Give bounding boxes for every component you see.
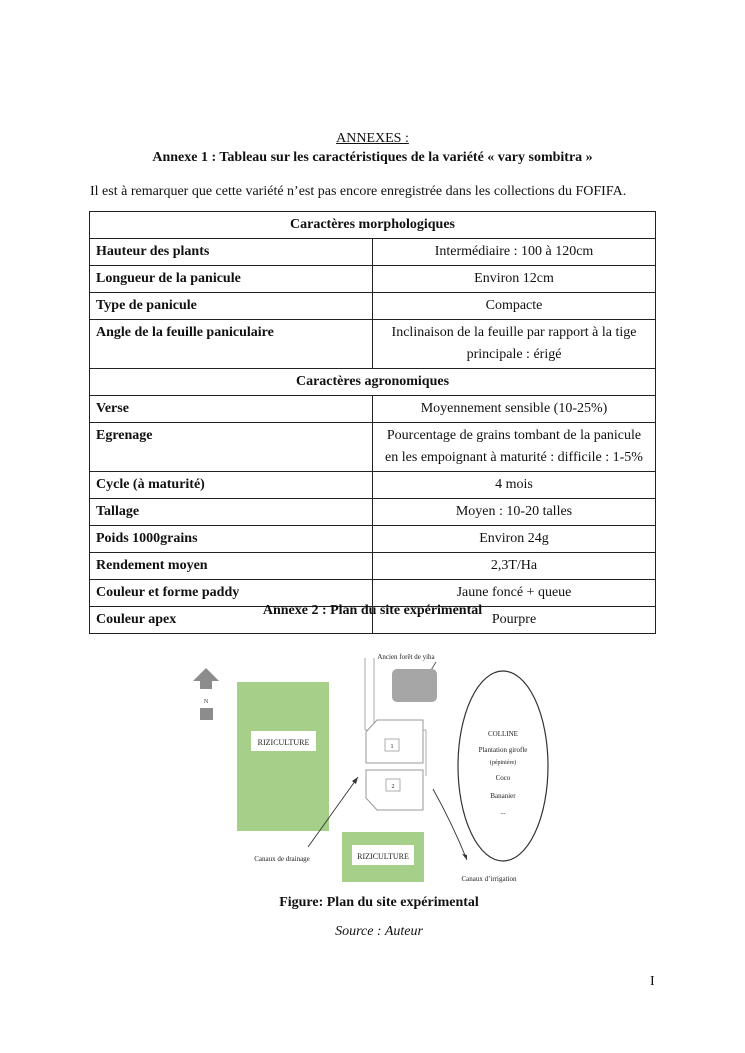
row-label: Poids 1000grains (90, 526, 373, 553)
table-section-row (90, 369, 656, 396)
drainage-label: Canaux de drainage (254, 855, 310, 863)
north-marker-icon (200, 708, 213, 720)
table-row (90, 266, 656, 293)
row-value: 4 mois (373, 472, 656, 499)
row-label: Type de panicule (90, 293, 373, 320)
row-label: Angle de la feuille paniculaire (90, 320, 373, 369)
table-row (90, 320, 656, 369)
hill-crop-3: Coco (495, 774, 511, 782)
irrigation-arrow-icon (462, 854, 467, 860)
drainage-arrow-icon (352, 777, 358, 784)
table-row (90, 423, 656, 472)
annex1-title: Annexe 1 : Tableau sur les caractéristiques de la variété « vary sombitra » (152, 150, 593, 165)
hill-crop-4: Bananier (490, 792, 516, 800)
row-label: Longueur de la panicule (90, 266, 373, 293)
row-value: Moyen : 10-20 talles (373, 499, 656, 526)
row-label: Couleur et forme paddy (90, 580, 373, 607)
row-label: Verse (90, 396, 373, 423)
rice-label-large: RIZICULTURE (257, 738, 310, 747)
figure-caption: Figure: Plan du site expérimental (279, 895, 479, 910)
irrigation-label: Canaux d’irrigation (461, 875, 517, 883)
hill-crop-5: ... (500, 808, 506, 816)
old-forest-area (392, 669, 437, 702)
row-label: Cycle (à maturité) (90, 472, 373, 499)
table-row (90, 396, 656, 423)
hill-crop-2: (pépinière) (489, 760, 517, 766)
table-row (90, 526, 656, 553)
rice-label-small: RIZICULTURE (357, 852, 409, 861)
site-plan-map (180, 638, 560, 890)
row-value: 2,3T/Ha (373, 553, 656, 580)
plot-1-label: 1 (390, 744, 394, 750)
row-value: Compacte (373, 293, 656, 320)
table-row (90, 239, 656, 266)
hill-crop-1: Plantation girofle (478, 746, 528, 754)
hill-title: COLLINE (488, 730, 518, 738)
row-label: Egrenage (90, 423, 373, 472)
north-arrow-icon (193, 668, 219, 689)
row-value: Environ 12cm (373, 266, 656, 293)
table-row (90, 293, 656, 320)
row-value: Environ 24g (373, 526, 656, 553)
row-value: Pourcentage de grains tombant de la panicule en les empoignant à maturité : difficile : 1-5% (373, 423, 656, 472)
forest-label: Ancien forêt de yiha (377, 653, 435, 661)
intro-paragraph: Il est à remarquer que cette variété n’est pas encore enregistrée dans les collections du FOFIFA. (90, 184, 627, 199)
row-value: Inclinaison de la feuille par rapport à la tige principale : érigé (373, 320, 656, 369)
row-label: Tallage (90, 499, 373, 526)
annex2-title: Annexe 2 : Plan du site expérimental (262, 603, 483, 618)
row-value: Intermédiaire : 100 à 120cm (373, 239, 656, 266)
row-label: Hauteur des plants (90, 239, 373, 266)
row-value: Moyennement sensible (10-25%) (373, 396, 656, 423)
hill-area (458, 671, 548, 861)
page-number: I (650, 974, 655, 989)
table-row (90, 553, 656, 580)
characteristics-table (89, 211, 656, 634)
row-label: Couleur apex (90, 607, 373, 634)
north-label: N (203, 699, 209, 705)
row-value: Jaune foncé + queue (373, 580, 656, 607)
row-value: Pourpre (373, 607, 656, 634)
figure-source: Source : Auteur (335, 924, 423, 939)
plot-2-label: 2 (391, 784, 395, 790)
table-section-row (90, 212, 656, 239)
table-row (90, 472, 656, 499)
row-label: Rendement moyen (90, 553, 373, 580)
rice-field-large (237, 682, 329, 831)
section-agronomic: Caractères agronomiques (90, 369, 656, 396)
annexes-heading: ANNEXES : (336, 131, 409, 146)
table-row (90, 499, 656, 526)
section-morphological: Caractères morphologiques (90, 212, 656, 239)
